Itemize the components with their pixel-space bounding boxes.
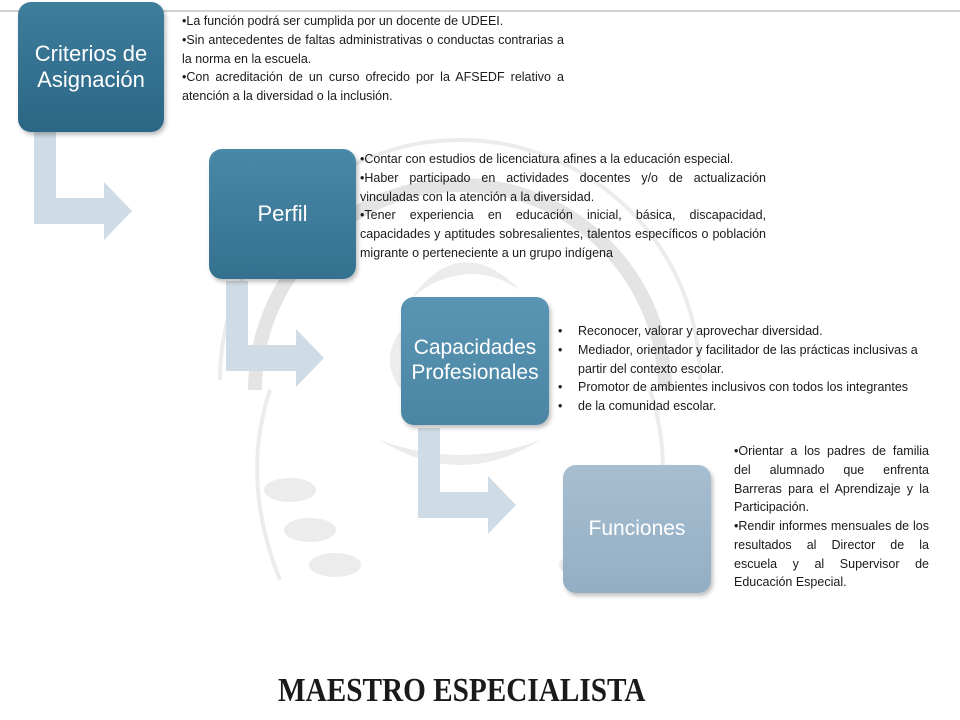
capacidades-bullet-list — [558, 322, 926, 416]
perfil-bullet-list — [360, 150, 766, 263]
bent-arrow-1 — [34, 131, 132, 240]
list-item: •La función podrá ser cumplida por un docente de UDEEI. — [182, 14, 504, 28]
list-item: •Sin antecedentes de faltas administrativas o conductas contrarias a la norma en la escuela. — [182, 32, 564, 66]
funciones-bullet-list — [734, 442, 929, 592]
list-item: • Mediador, orientador y facilitador de las prácticas inclusivas a partir del contexto escolar. — [558, 341, 926, 379]
criterios-bullet-list — [182, 12, 564, 106]
list-item: •Contar con estudios de licenciatura afines a la educación especial. — [360, 152, 734, 166]
step-box-capacidades-profesionales — [401, 297, 549, 425]
step-label-line: Capacidades — [413, 336, 537, 360]
step-box-funciones — [563, 465, 711, 593]
bullet-marker: • — [558, 399, 563, 413]
bullet-marker: • — [558, 324, 563, 338]
slide-title: MAESTRO ESPECIALISTA — [278, 672, 646, 709]
list-item: • Promotor de ambientes inclusivos con todos los integrantes — [558, 378, 926, 397]
step-label-line: Perfil — [257, 201, 308, 227]
list-item: •Rendir informes mensuales de los resultados al Director de la escuela y al Supervisor de Educación Especial. — [734, 519, 929, 590]
step-label-line: Asignación — [37, 67, 145, 92]
list-item: •Tener experiencia en educación inicial, básica, discapacidad, capacidades y aptitudes sobresalientes, talentos específicos o población migrante o perteneciente a un grupo indígena — [360, 208, 766, 260]
bullet-marker: • — [558, 342, 563, 357]
bent-arrow-2 — [226, 281, 324, 387]
list-item: •Haber participado en actividades docentes y/o de actualización vinculadas con la atención a la diversidad. — [360, 170, 766, 204]
list-item: • de la comunidad escolar. — [558, 397, 926, 416]
list-item: •Orientar a los padres de familia del alumnado que enfrenta Barreras para el Aprendizaje y la Participación. — [734, 444, 929, 515]
step-box-perfil — [209, 149, 356, 279]
bullet-marker: • — [558, 380, 563, 395]
step-label-line: Criterios de — [34, 41, 148, 67]
step-label-line: Funciones — [588, 516, 686, 540]
list-item: • Reconocer, valorar y aprovechar diversidad. — [558, 322, 926, 341]
step-label-line: Profesionales — [411, 361, 539, 384]
bent-arrow-3 — [418, 428, 516, 534]
step-box-criterios-de-asignacion — [18, 2, 164, 132]
list-item: •Con acreditación de un curso ofrecido por la AFSEDF relativo a atención a la diversidad o la inclusión. — [182, 70, 564, 103]
